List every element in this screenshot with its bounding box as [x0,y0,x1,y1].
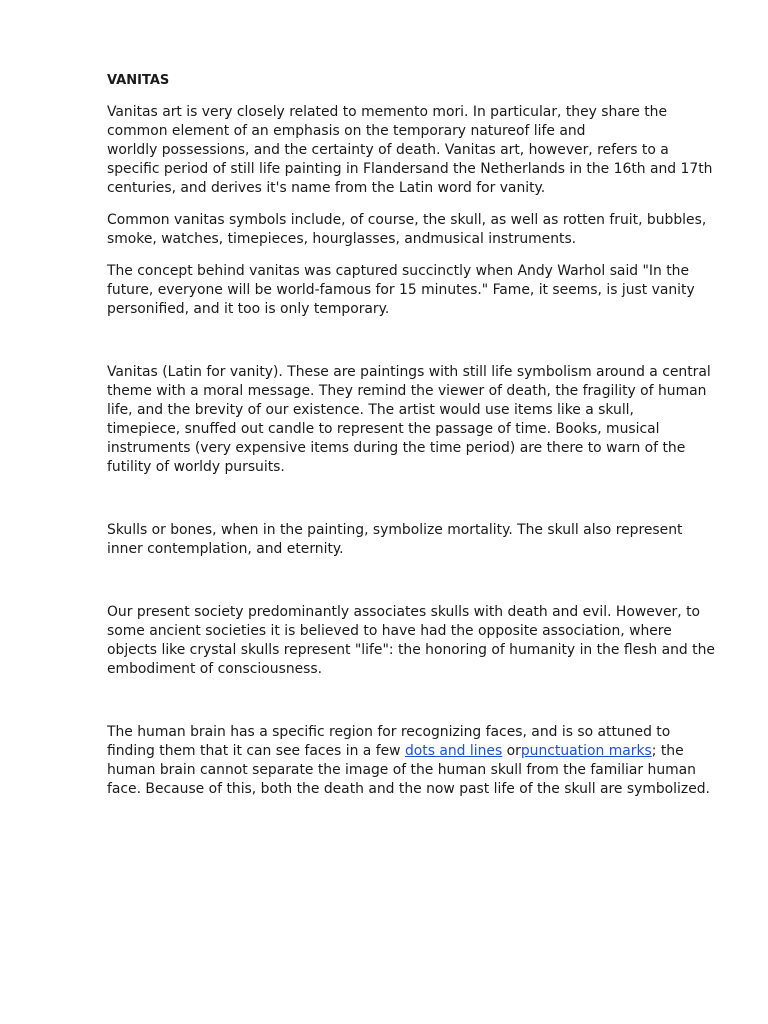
text-line: Vanitas art is very closely related to memento mori. In particular, they share the [107,104,668,120]
paragraph-symbols [107,211,719,249]
text-line: instruments (very expensive items during the time period) are there to warn of the [107,440,686,456]
dots-and-lines-link[interactable]: dots and lines [404,743,503,759]
text-line: embodiment of consciousness. [107,661,323,677]
paragraph-society [107,603,719,679]
punctuation-marks-link[interactable]: punctuation marks [520,743,652,759]
text-fragment: or [502,743,521,759]
text-line: life, and the brevity of our existence. The artist would use items like a skull, [107,402,634,418]
document-body [107,71,719,799]
text-line: Our present society predominantly associates skulls with death and evil. However, to [107,604,701,620]
paragraph-definition [107,363,719,477]
text-line: Skulls or bones, when in the painting, symbolize mortality. The skull also represent [107,522,683,538]
text-line: some ancient societies it is believed to have had the opposite association, where [107,623,672,639]
text-line: Common vanitas symbols include, of course, the skull, as well as rotten fruit, bubbles, [107,212,707,228]
text-line: The human brain has a specific region for recognizing faces, and is so attuned to [107,724,671,740]
paragraph-intro [107,103,719,198]
text-line: timepiece, snuffed out candle to represent the passage of time. Books, musical [107,421,660,437]
text-line: human brain cannot separate the image of the human skull from the familiar human [107,762,696,778]
text-line: Vanitas (Latin for vanity). These are paintings with still life symbolism around a central [107,364,711,380]
paragraph-brain [107,723,719,799]
text-line: smoke, watches, timepieces, hourglasses, andmusical instruments. [107,231,577,247]
text-line: objects like crystal skulls represent "life": the honoring of humanity in the flesh and the [107,642,715,658]
text-line-with-links [107,742,719,761]
text-line: inner contemplation, and eternity. [107,541,344,557]
paragraph-warhol [107,262,719,319]
text-line: futility of worldy pursuits. [107,459,285,475]
text-line: face. Because of this, both the death and the now past life of the skull are symbolized. [107,781,710,797]
text-line: worldly possessions, and the certainty of death. Vanitas art, however, refers to a [107,142,669,158]
text-line: centuries, and derives it's name from the Latin word for vanity. [107,180,546,196]
text-line: personified, and it too is only temporary. [107,301,390,317]
text-line: The concept behind vanitas was captured succinctly when Andy Warhol said "In the [107,263,690,279]
text-line: specific period of still life painting in Flandersand the Netherlands in the 16th and 17th [107,161,713,177]
document-title: VANITAS [107,73,170,88]
text-fragment: finding them that it can see faces in a few [107,743,405,759]
text-line: common element of an emphasis on the temporary natureof life and [107,123,586,139]
text-line: future, everyone will be world-famous for 15 minutes." Fame, it seems, is just vanity [107,282,695,298]
text-fragment: ; the [651,743,684,759]
paragraph-skulls [107,521,719,559]
text-line: theme with a moral message. They remind the viewer of death, the fragility of human [107,383,707,399]
